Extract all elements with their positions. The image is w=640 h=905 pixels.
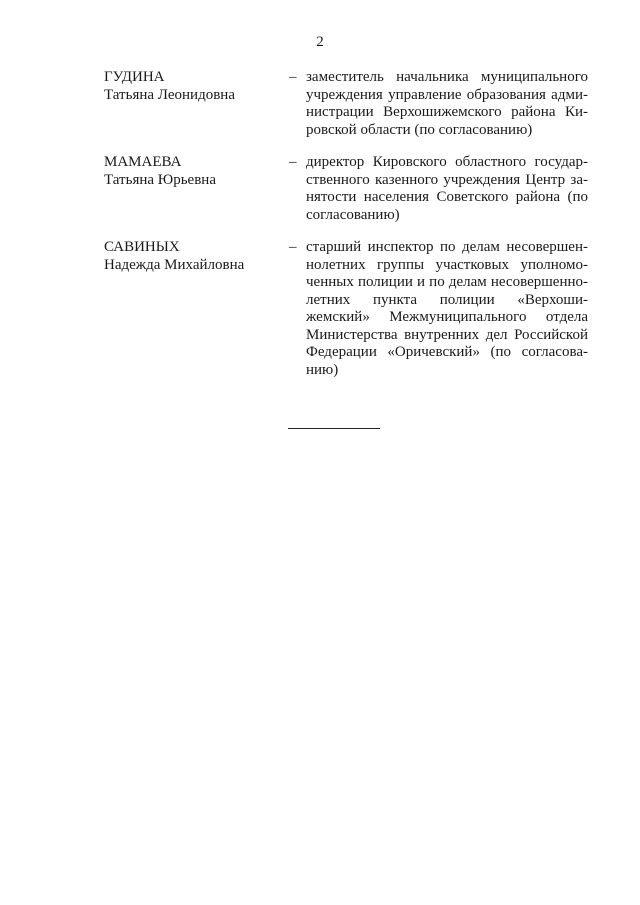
entry-dash: – <box>289 69 297 85</box>
role-line: Министерства внутренних дел Российской <box>306 326 588 343</box>
role-line: ченных полиции и по делам несовершенно- <box>306 274 588 290</box>
role-line: нистрации Верхошижемского района Ки- <box>306 104 588 120</box>
entry-dash: – <box>289 154 297 170</box>
member-given-names: Татьяна Леонидовна <box>104 86 235 103</box>
member-given-names: Надежда Михайловна <box>104 256 245 273</box>
role-line: жемский» Межмуниципального отдела <box>306 309 588 325</box>
member-role <box>306 239 588 379</box>
role-line: ственного казенного учреждения Центр за- <box>306 171 588 188</box>
role-line: старший инспектор по делам несовершен- <box>306 239 588 255</box>
member-surname: САВИНЫХ <box>104 239 180 255</box>
role-line: нолетних группы участковых уполномо- <box>306 256 588 273</box>
member-surname: МАМАЕВА <box>104 154 182 170</box>
member-role <box>306 69 588 139</box>
role-line: учреждения управление образования адми- <box>306 86 588 103</box>
role-line: Федерации «Оричевский» (по согласова- <box>306 344 588 360</box>
entry-dash: – <box>289 239 297 255</box>
role-line: согласованию) <box>306 206 400 223</box>
member-name <box>104 154 274 189</box>
end-separator-line <box>288 428 380 429</box>
page-number: 2 <box>316 34 324 50</box>
role-line: заместитель начальника муниципального <box>306 69 588 85</box>
member-role <box>306 154 588 224</box>
role-line: нию) <box>306 361 339 378</box>
role-line: летних пункта полиции «Верхоши- <box>306 291 588 308</box>
role-line: ровской области (по согласованию) <box>306 121 533 138</box>
member-name <box>104 69 274 104</box>
member-given-names: Татьяна Юрьевна <box>104 171 216 188</box>
member-surname: ГУДИНА <box>104 69 165 85</box>
role-line: нятости населения Советского района (по <box>306 189 588 205</box>
member-name <box>104 239 274 274</box>
role-line: директор Кировского областного государ- <box>306 154 588 170</box>
